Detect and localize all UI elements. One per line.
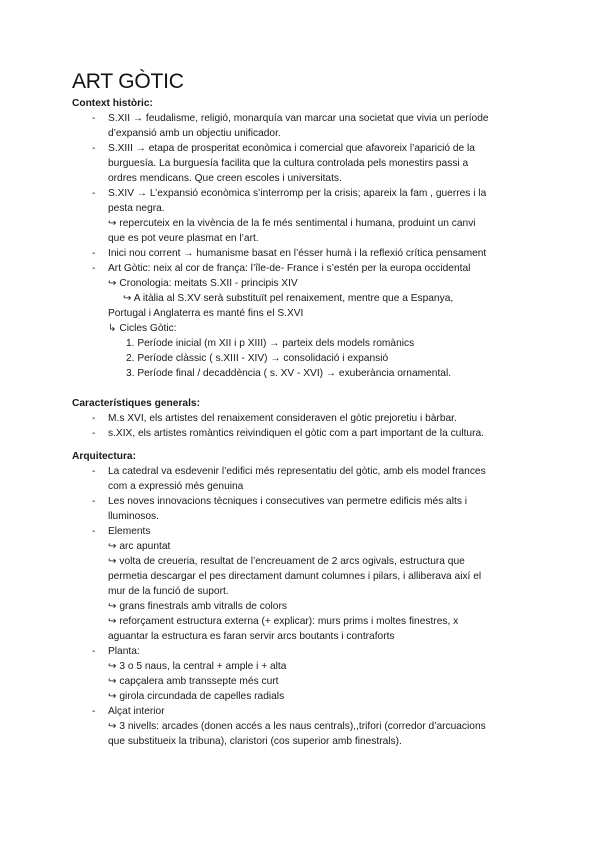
numbered-item: 2. Període clàssic ( s.XIII - XIV) → consolidació i expansió: [126, 353, 389, 364]
text-line: burguesía. La burguesía facilita que la cultura controlada pels monestirs passi a: [108, 158, 469, 169]
text-line: M.s XVI, els artistes del renaixement consideraven el gòtic prejoretiu i bàrbar.: [108, 413, 457, 424]
text-line: ↪ girola circundada de capelles radials: [108, 691, 285, 702]
text-line: ↪ 3 o 5 naus, la central + ample i + alta: [108, 661, 287, 672]
bullet-dash: -: [92, 143, 96, 154]
bullet-dash: -: [92, 526, 96, 537]
numbered-item: 3. Període final / decaddència ( s. XV - XVI) → exuberància ornamental.: [126, 368, 452, 379]
bullet-dash: -: [92, 188, 96, 199]
text-line: ↪ Cronologia: meitats S.XII - principis XIV: [108, 278, 298, 289]
bullet-dash: -: [92, 428, 96, 439]
text-line: Alçat interior: [108, 706, 165, 717]
text-line: d’expansió amb un objectiu unificador.: [108, 128, 281, 139]
text-line: aguantar la estructura es faran servir arcs boutants i contraforts: [108, 631, 395, 642]
bullet-dash: -: [92, 113, 96, 124]
text-line: que es pot veure plasmat en l’art.: [108, 233, 259, 244]
text-line: Art Gòtic: neix al cor de françа: l’île-de- France i s’estén per la europa occidental: [108, 263, 471, 274]
section-heading-context: Context històric:: [72, 98, 153, 109]
text-line: permetia descargar el pes directament damunt columnes i pilars, i alliberava així el: [108, 571, 482, 582]
text-line: Les noves innovacions tècniques i consecutives van permetre edificis més alts i: [108, 496, 468, 507]
text-line: S.XIV → L’expansió econòmica s’interromp per la crisis; apareix la fam , guerres i la: [108, 188, 487, 199]
numbered-item: 1. Període inicial (m XII i p XIII) → parteix dels models romànics: [126, 338, 415, 349]
text-line: La catedral va esdevenir l’edifici més representatiu del gòtic, amb els model frances: [108, 466, 486, 477]
text-line: ↪ grans finestrals amb vitralls de colors: [108, 601, 287, 612]
text-line: S.XII → feudalisme, religió, monarquía van marcar una societat que vivia un període: [108, 113, 489, 124]
text-line: ↪ reforçament estructura externa (+ explicar): murs prims i moltes finestres, x: [108, 616, 459, 627]
text-line: que substitueix la tribuna), claristori (cos superior amb finestrals).: [108, 736, 402, 747]
text-line: ↪ 3 nivells: arcades (donen accés a les naus centrals),,trifori (corredor d’arcuacions: [108, 721, 486, 732]
page-title: ART GÒTIC: [72, 70, 184, 93]
bullet-dash: -: [92, 248, 96, 259]
text-line: ↪ volta de creueria, resultat de l’encreuament de 2 arcs ogivals, estructura que: [108, 556, 465, 567]
text-line: lluminosos.: [108, 511, 159, 522]
bullet-dash: -: [92, 496, 96, 507]
text-line: pesta negra.: [108, 203, 165, 214]
text-line: ↪ A itàlia al S.XV serà substituït pel renaixement, mentre que a Espanya,: [123, 293, 454, 304]
section-heading-architecture: Arquitectura:: [72, 451, 136, 462]
section-heading-general: Característiques generals:: [72, 398, 200, 409]
bullet-dash: -: [92, 706, 96, 717]
text-line: mur de la funció de suport.: [108, 586, 229, 597]
bullet-dash: -: [92, 646, 96, 657]
text-line: ordres mendicans. Que creen escoles i universitats.: [108, 173, 342, 184]
text-line: Portugal i Anglaterra es manté fins el S.XVI: [108, 308, 304, 319]
text-line: Elements: [108, 526, 151, 537]
bullet-dash: -: [92, 263, 96, 274]
text-line: s.XIX, els artistes romàntics reivindiquen el gòtic com a part important de la cultura.: [108, 428, 484, 439]
text-line: ↳ Cicles Gòtic:: [108, 323, 177, 334]
text-line: S.XIII → etapa de prosperitat econòmica i comercial que afavoreix l’aparició de la: [108, 143, 475, 154]
bullet-dash: -: [92, 466, 96, 477]
bullet-dash: -: [92, 413, 96, 424]
text-line: ↪ capçalera amb transsepte més curt: [108, 676, 279, 687]
text-line: Inici nou corrent → humanisme basat en l’ésser humà i la reflexió crítica pensament: [108, 248, 487, 259]
text-line: com a expressió més genuina: [108, 481, 244, 492]
text-line: ↪ repercuteix en la vivència de la fe més sentimental i humana, produint un canvi: [108, 218, 476, 229]
text-line: Planta:: [108, 646, 140, 657]
text-line: ↪ arc apuntat: [108, 541, 171, 552]
